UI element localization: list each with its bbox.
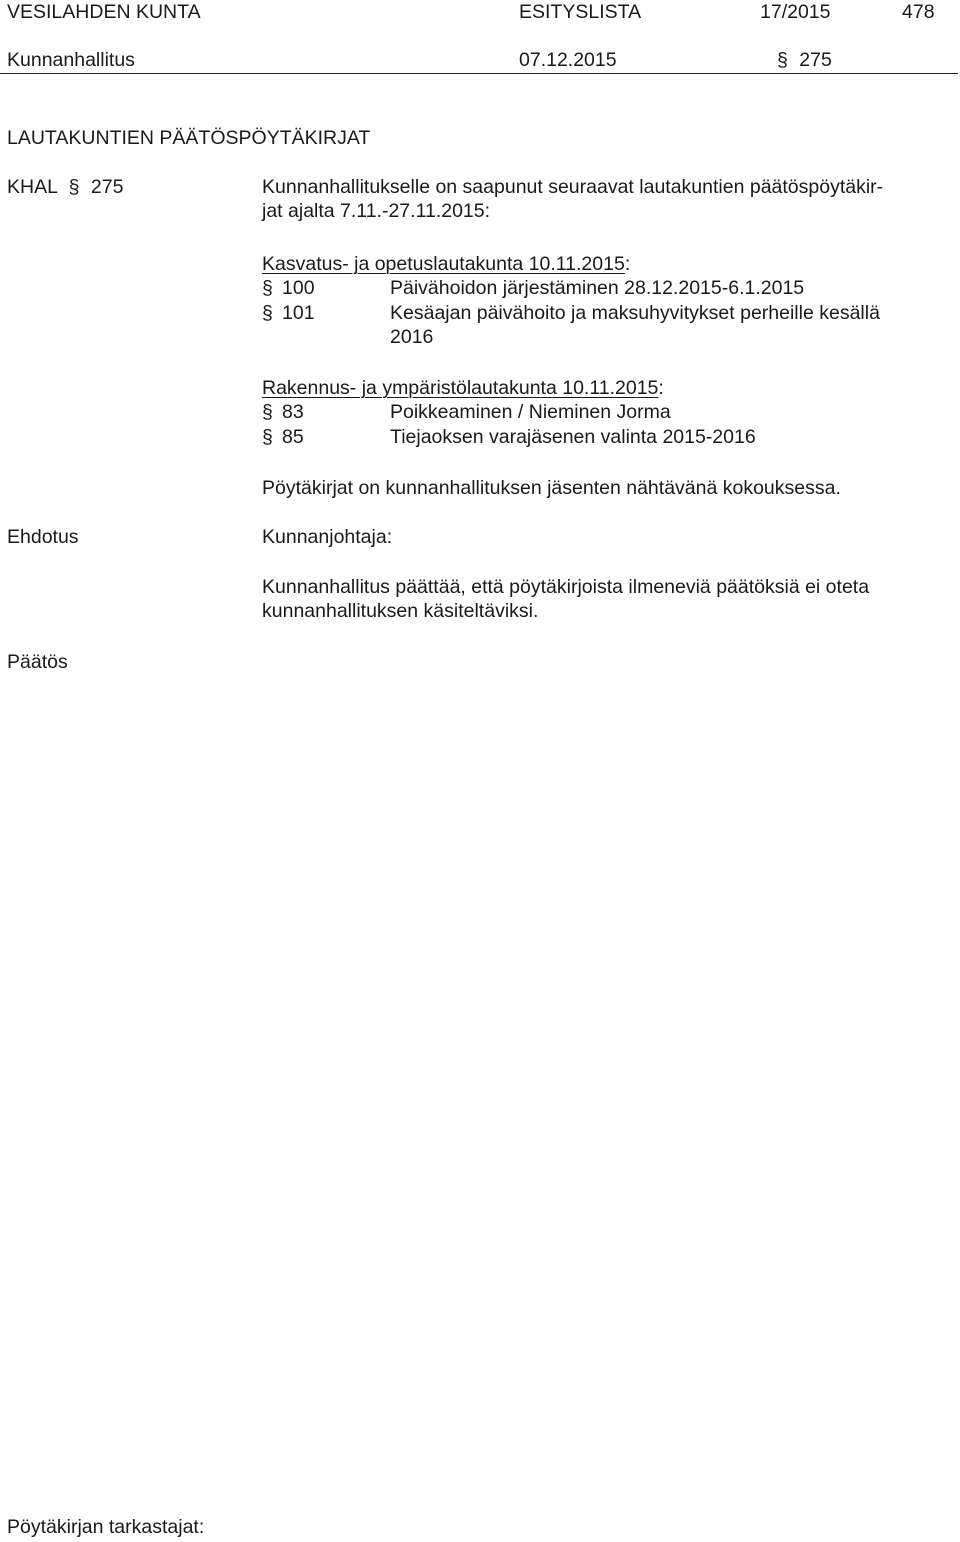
item-number: 83 — [282, 401, 304, 423]
board-heading-title: Rakennus- ja ympäristölautakunta 10.11.2015 — [262, 377, 659, 399]
item-number: 85 — [282, 426, 304, 448]
body-name: Kunnanhallitus — [7, 49, 135, 71]
item-section-symbol: § — [262, 426, 273, 448]
item-section-symbol: § — [262, 277, 273, 299]
reviewers-label: Pöytäkirjan tarkastajat: — [7, 1516, 205, 1538]
intro-line-2: jat ajalta 7.11.-27.11.2015: — [262, 200, 491, 222]
item-number: 100 — [282, 277, 315, 299]
header-divider — [0, 73, 958, 74]
item-text: Tiejaoksen varajäsenen valinta 2015-2016 — [390, 426, 756, 448]
issue-number: 17/2015 — [760, 1, 831, 23]
meeting-date: 07.12.2015 — [519, 49, 617, 71]
reference — [7, 175, 123, 199]
proposal-author: Kunnanjohtaja: — [262, 526, 393, 548]
board-heading — [262, 252, 630, 276]
item-text: Kesäajan päivähoito ja maksuhyvitykset perheille kesällä — [390, 302, 880, 324]
page-title: LAUTAKUNTIEN PÄÄTÖSPÖYTÄKIRJAT — [7, 127, 371, 149]
decision-label: Päätös — [7, 651, 68, 673]
proposal-line-2: kunnanhallituksen käsiteltäviksi. — [262, 600, 539, 622]
item-text: Poikkeaminen / Nieminen Jorma — [390, 401, 671, 423]
proposal-label: Ehdotus — [7, 526, 79, 548]
note-text: Pöytäkirjat on kunnanhallituksen jäsenten nähtävänä kokouksessa. — [262, 477, 841, 499]
board-heading-title: Kasvatus- ja opetuslautakunta 10.11.2015 — [262, 253, 625, 275]
page-number: 478 — [902, 1, 935, 23]
ref-code: KHAL — [7, 176, 58, 198]
header-section — [777, 48, 832, 72]
item-text-continued: 2016 — [390, 326, 434, 348]
board-heading-suffix: : — [624, 253, 631, 275]
item-section-symbol: § — [262, 302, 273, 324]
doc-type: ESITYSLISTA — [519, 1, 642, 23]
proposal-line-1: Kunnanhallitus päättää, että pöytäkirjoista ilmeneviä päätöksiä ei oteta — [262, 576, 870, 598]
section-number: 275 — [799, 49, 832, 71]
intro-line-1: Kunnanhallitukselle on saapunut seuraavat lautakuntien päätöspöytäkir- — [262, 176, 884, 198]
item-text: Päivähoidon järjestäminen 28.12.2015-6.1.2015 — [390, 277, 805, 299]
ref-number: 275 — [90, 176, 124, 198]
section-symbol: § — [777, 49, 788, 71]
board-heading — [262, 376, 664, 400]
board-heading-suffix: : — [658, 377, 664, 399]
item-number: 101 — [282, 302, 315, 324]
item-section-symbol: § — [262, 401, 273, 423]
org-name: VESILAHDEN KUNTA — [7, 1, 201, 23]
ref-symbol: § — [68, 176, 80, 198]
